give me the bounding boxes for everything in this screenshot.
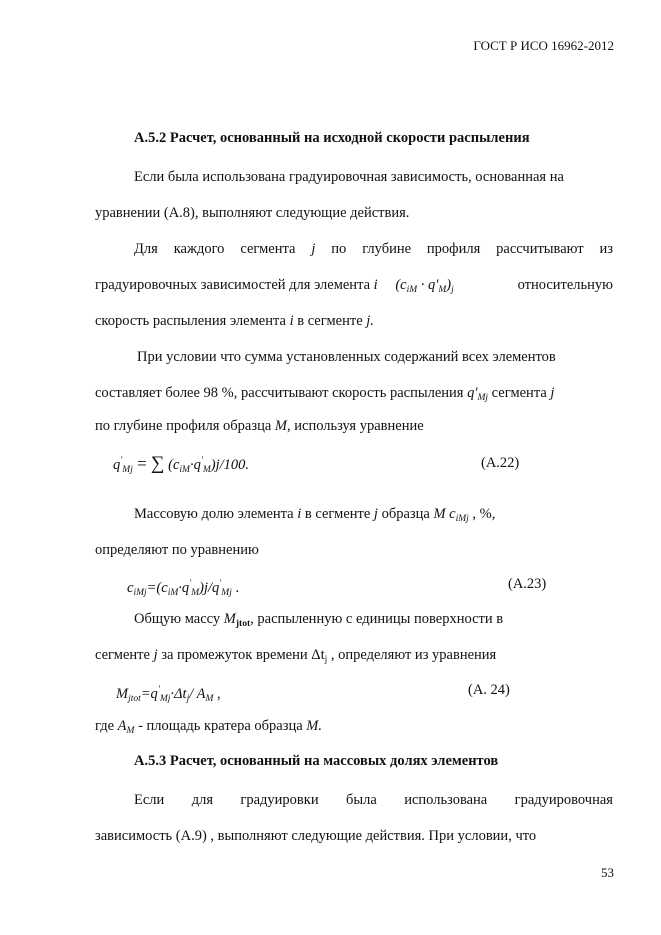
word: по — [331, 241, 347, 257]
paragraph-line — [134, 240, 613, 258]
word: Для — [134, 241, 158, 257]
text: используя уравнение — [290, 418, 424, 434]
text: Mj — [477, 393, 489, 403]
word: рассчитывают — [496, 241, 584, 257]
text: по глубине профиля образца — [95, 418, 275, 434]
text: i — [373, 277, 378, 293]
text: сегмента — [488, 385, 551, 401]
paragraph-line: уравнении (А.8), выполняют следующие действия. — [95, 205, 410, 221]
paragraph-line: сегменте j за промежуток времени $\Delta t_j$ , определяют из уравнения — [95, 647, 497, 665]
paragraph-line — [134, 791, 613, 809]
paragraph-line: При условии что сумма установленных содержаний всех элементов — [137, 349, 556, 365]
paragraph-line: Если была использована градуировочная зависимость, основанная на — [134, 169, 564, 185]
text: относительную — [517, 277, 613, 293]
word: сегмента — [240, 241, 296, 257]
text: скорость распыления элемента — [95, 313, 290, 329]
text: j — [550, 385, 555, 401]
text: M, — [274, 418, 291, 434]
text: в сегменте — [293, 313, 367, 329]
word: была — [345, 792, 377, 808]
page-number: 53 — [601, 865, 614, 880]
word: градуировочная — [514, 792, 613, 808]
section-heading-a52: А.5.2 Расчет, основанный на исходной скорости распыления — [134, 130, 530, 146]
word: глубине — [362, 241, 412, 257]
text: градуировочных зависимостей для элемента — [95, 277, 374, 293]
document-header: ГОСТ Р ИСО 16962-2012 — [473, 38, 614, 53]
paragraph-line — [95, 417, 424, 435]
paragraph-line: определяют по уравнению — [95, 542, 259, 558]
equation-a22: $q'_{Mj}$ = ∑ $(c_{iM}\cdot q'_M)j/100$. — [113, 453, 250, 475]
paragraph-line — [95, 312, 374, 330]
paragraph-line: Массовую долю элемента i в сегменте j образца M $c_{iMj}$ , %, — [134, 506, 496, 524]
equation-a24: $M_{jtot}=q'_{Mj}\cdot\Delta t_j/$ $A_M$ , — [116, 685, 221, 704]
word: каждого — [173, 241, 225, 257]
text: j. — [366, 313, 374, 329]
paragraph-line: Общую массу $M_{jtot}$, распыленную с единицы поверхности в — [134, 611, 504, 629]
paragraph-line: зависимость (А.9) , выполняют следующие действия. При условии, что — [95, 828, 537, 844]
word: из — [599, 241, 613, 257]
word: для — [191, 792, 213, 808]
equation-number: (А. 24) — [468, 682, 510, 698]
text: составляет более 98 %, рассчитывают скорость распыления — [95, 385, 468, 401]
word: Если — [134, 792, 165, 808]
text: q' — [467, 385, 478, 401]
formula-inline: $(c_{iM} \cdot q'_M)_j$ — [395, 277, 454, 295]
word: использована — [404, 792, 488, 808]
equation-number: (А.22) — [481, 455, 520, 471]
word: j — [311, 241, 316, 257]
where-line: где $A_M$ - площадь кратера образца M. — [95, 718, 323, 736]
section-heading-a53: А.5.3 Расчет, основанный на массовых долях элементов — [134, 753, 499, 769]
equation-number: (А.23) — [508, 576, 547, 592]
equation-a23: $c_{iMj}=(c_{iM}\cdot q'_M)j/q'_{Mj}$ . — [127, 579, 240, 598]
text: i — [289, 313, 294, 329]
paragraph-line — [95, 384, 554, 407]
word: профиля — [426, 241, 481, 257]
word: градуировки — [240, 792, 319, 808]
paragraph-line — [95, 276, 613, 299]
